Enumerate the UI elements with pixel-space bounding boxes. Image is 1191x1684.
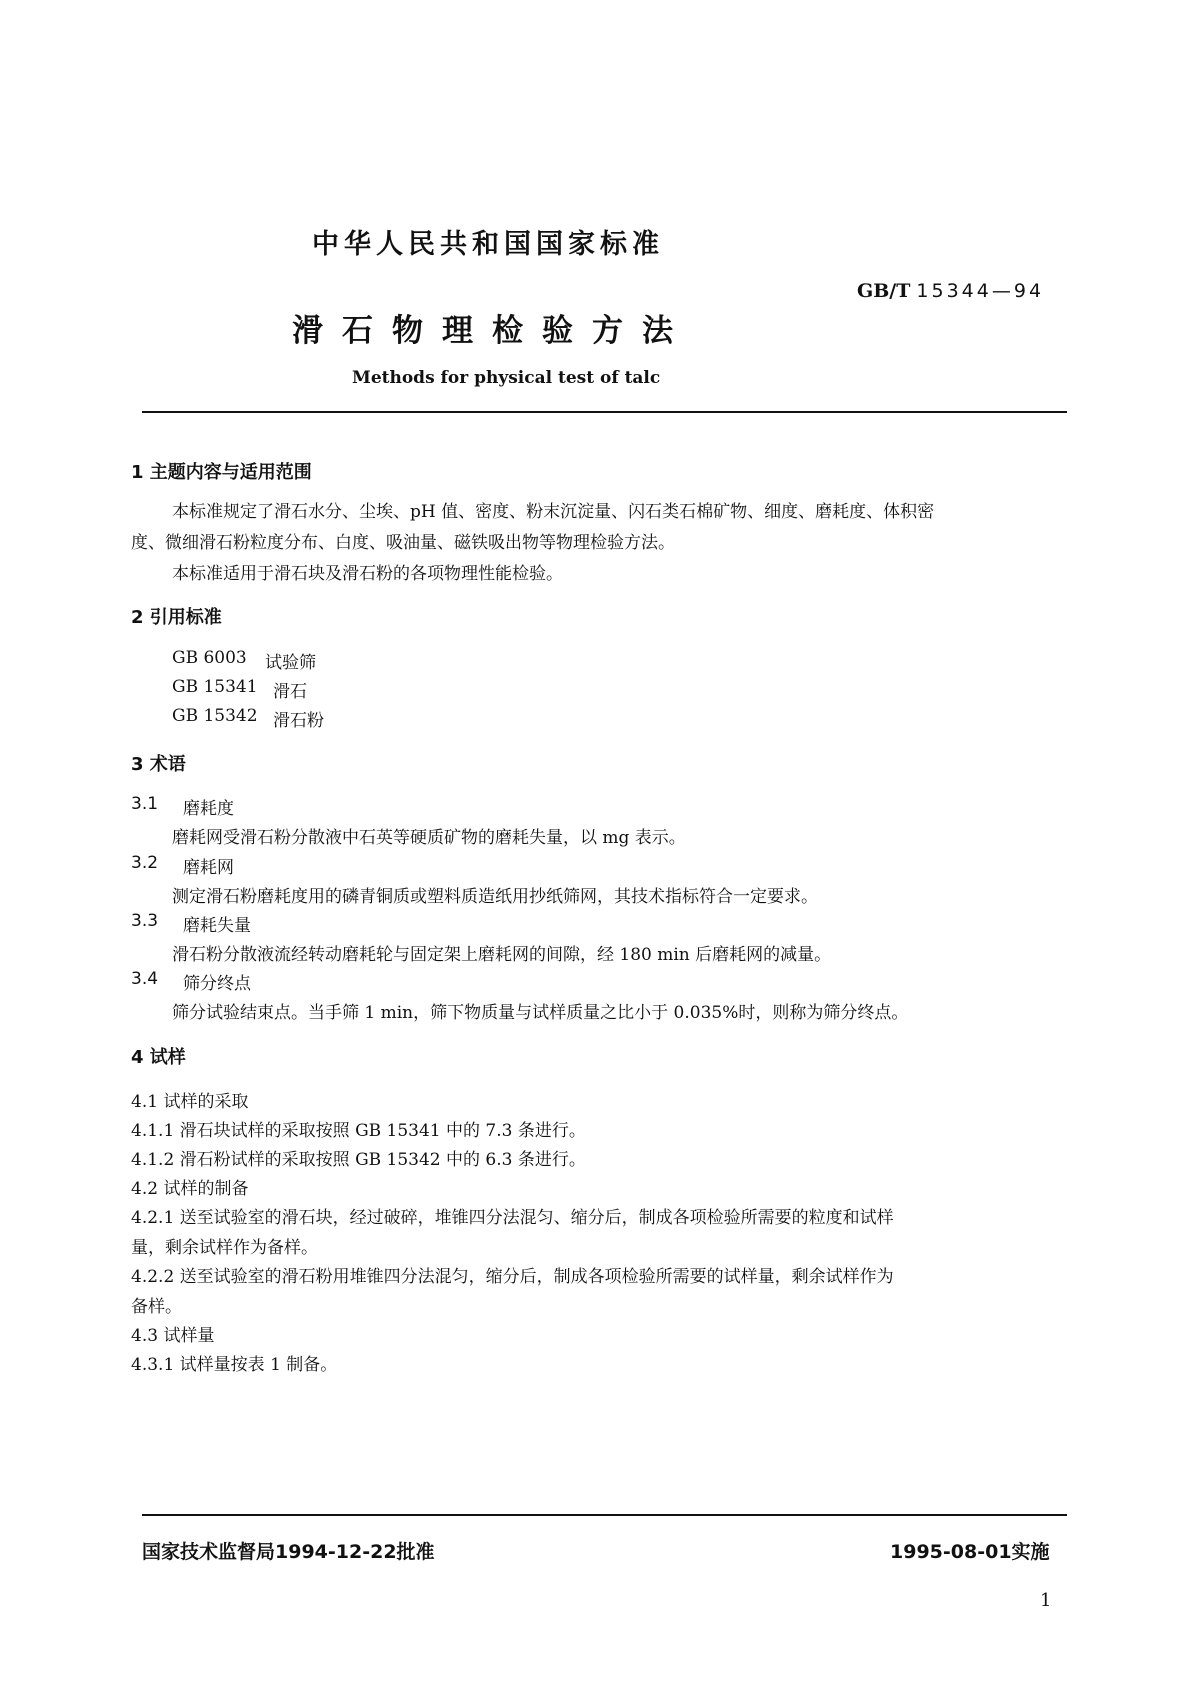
- term-number: 3.2: [131, 853, 159, 873]
- standard-prefix: GB/T: [857, 280, 911, 302]
- term-definition: 磨耗网受滑石粉分散液中石英等硬质矿物的磨耗失量，以 mg 表示。: [172, 828, 686, 848]
- document-title-english: Methods for physical test of talc: [352, 368, 661, 388]
- page-number: 1: [1040, 1590, 1052, 1611]
- term-definition: 测定滑石粉磨耗度用的磷青铜质或塑料质造纸用抄纸筛网，其技术指标符合一定要求。: [172, 887, 818, 907]
- national-standard-title: 中华人民共和国国家标准: [312, 229, 664, 260]
- clause-4-2: 4.2 试样的制备: [131, 1179, 249, 1199]
- standard-number: 15344—94: [916, 280, 1045, 302]
- section-1-paragraph-2: 本标准适用于滑石块及滑石粉的各项物理性能检验。: [172, 564, 563, 584]
- clause-4-3-1: 4.3.1 试样量按表 1 制备。: [131, 1355, 338, 1375]
- clause-4-2-2-line-2: 备样。: [131, 1297, 182, 1317]
- reference-name: 滑石粉: [273, 711, 324, 731]
- clause-4-1: 4.1 试样的采取: [131, 1092, 249, 1112]
- clause-4-2-1-line-1: 4.2.1 送至试验室的滑石块，经过破碎，堆锥四分法混匀、缩分后，制成各项检验所需要的粒度和试样: [131, 1208, 894, 1228]
- term-name: 筛分终点: [183, 974, 251, 994]
- clause-4-2-1-line-2: 量，剩余试样作为备样。: [131, 1238, 318, 1258]
- header-divider: [142, 411, 1067, 413]
- reference-name: 滑石: [273, 682, 307, 702]
- term-definition: 筛分试验结束点。当手筛 1 min，筛下物质量与试样质量之比小于 0.035%时，则称为筛分终点。: [172, 1003, 909, 1023]
- section-3-heading: 3 术语: [131, 754, 186, 775]
- section-1-heading: 1 主题内容与适用范围: [131, 462, 312, 483]
- section-4-heading: 4 试样: [131, 1047, 186, 1068]
- reference-code: GB 15342: [172, 706, 258, 726]
- term-name: 磨耗网: [183, 858, 234, 878]
- approval-date: 国家技术监督局1994-12-22批准: [142, 1541, 435, 1563]
- effective-date: 1995-08-01实施: [890, 1541, 1050, 1563]
- term-number: 3.1: [131, 794, 159, 814]
- term-number: 3.4: [131, 969, 159, 989]
- term-name: 磨耗失量: [183, 916, 251, 936]
- clause-4-1-2: 4.1.2 滑石粉试样的采取按照 GB 15342 中的 6.3 条进行。: [131, 1150, 586, 1170]
- reference-code: GB 15341: [172, 677, 258, 697]
- section-1-paragraph-line-2: 度、微细滑石粉粒度分布、白度、吸油量、磁铁吸出物等物理检验方法。: [131, 533, 675, 553]
- term-definition: 滑石粉分散液流经转动磨耗轮与固定架上磨耗网的间隙，经 180 min 后磨耗网的减量。: [172, 945, 832, 965]
- term-number: 3.3: [131, 911, 159, 931]
- clause-4-1-1: 4.1.1 滑石块试样的采取按照 GB 15341 中的 7.3 条进行。: [131, 1121, 586, 1141]
- term-name: 磨耗度: [183, 799, 234, 819]
- reference-name: 试验筛: [265, 653, 316, 673]
- document-title: 滑石物理检验方法: [292, 313, 692, 349]
- standard-code: [857, 280, 1044, 302]
- section-1-paragraph-line-1: 本标准规定了滑石水分、尘埃、pH 值、密度、粉末沉淀量、闪石类石棉矿物、细度、磨耗度、体积密: [172, 502, 935, 522]
- clause-4-3: 4.3 试样量: [131, 1326, 215, 1346]
- clause-4-2-2-line-1: 4.2.2 送至试验室的滑石粉用堆锥四分法混匀，缩分后，制成各项检验所需要的试样量，剩余试样作为: [131, 1267, 894, 1287]
- reference-code: GB 6003: [172, 648, 247, 668]
- section-2-heading: 2 引用标准: [131, 607, 222, 628]
- footer-divider: [142, 1514, 1067, 1516]
